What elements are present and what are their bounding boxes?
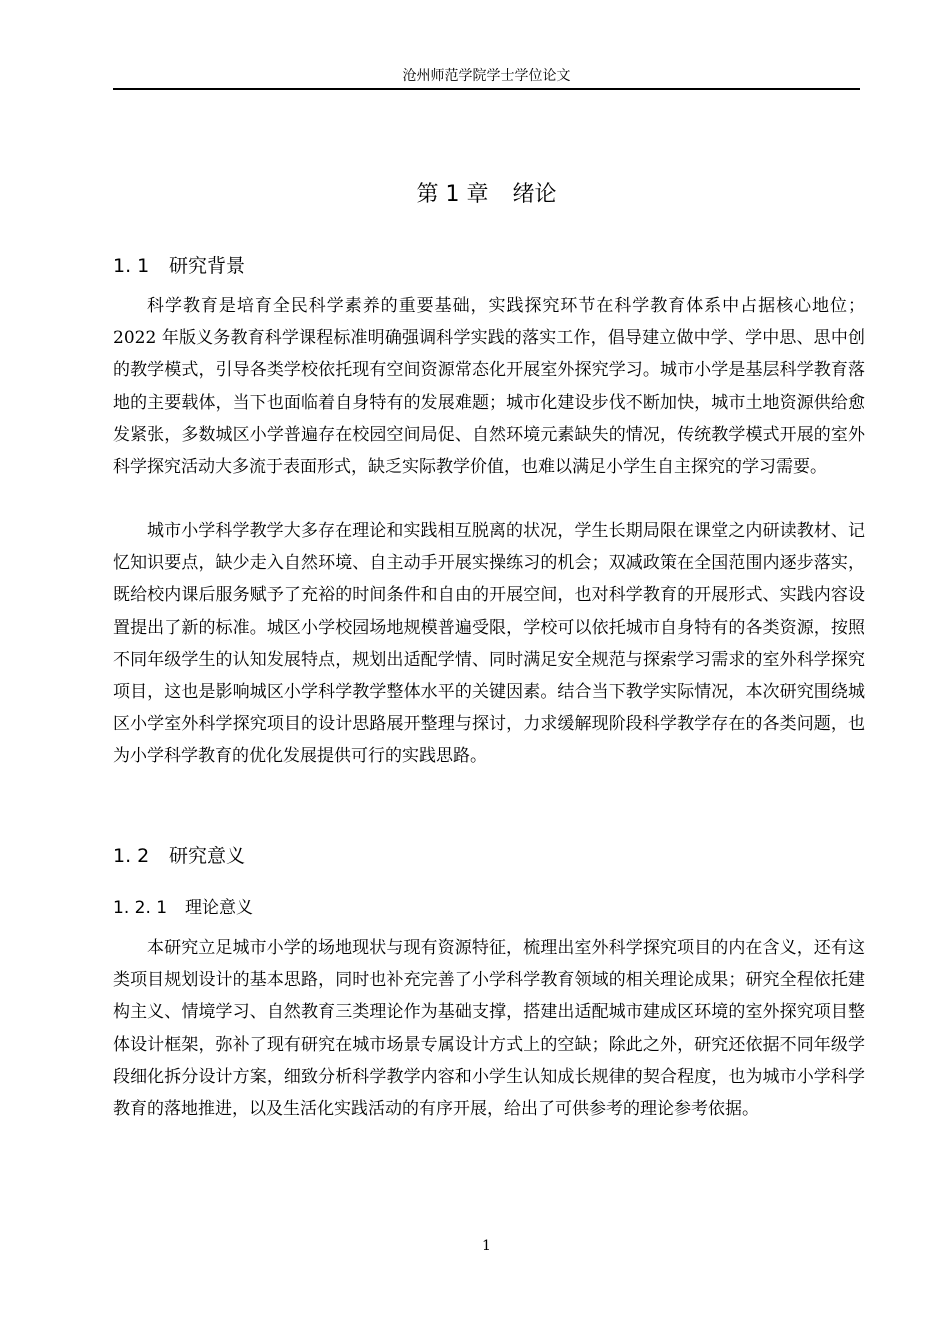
section-title: 研究背景 xyxy=(169,255,246,277)
page-number: 1 xyxy=(482,1238,491,1254)
section-heading-background xyxy=(113,252,245,280)
subsection-title: 理论意义 xyxy=(185,898,253,918)
subsection-number: 1. 2. 1 xyxy=(113,898,168,918)
chapter-heading xyxy=(113,180,860,210)
subsection-heading-theory xyxy=(113,895,253,921)
chapter-title: 绪论 xyxy=(512,182,557,207)
section-number: 1. 2 xyxy=(113,845,150,867)
paragraph: 城市小学科学教学大多存在理论和实践相互脱离的状况，学生长期局限在课堂之内研读教材、记忆知识要点，缺少走入自然环境、自主动手开展实操练习的机会；双减政策在全国范围内逐步落实，既给校内课后服务赋予了充裕的时间条件和自由的开展空间，也对科学教育的开展形式、实践内容设置提出了新的标准。城区小学校园场地规模普遍受限，学校可以依托城市自身特有的各类资源，按照不同年级学生的认知发展特点，规划出适配学情、同时满足安全规范与探索学习需求的室外科学探究项目，这也是影响城区小学科学教学整体水平的关键因素。结合当下教学实际情况，本次研究围绕城区小学室外科学探究项目的设计思路展开整理与探讨，力求缓解现阶段科学教学存在的各类问题，也为小学科学教育的优化发展提供可行的实践思路。 xyxy=(113,521,865,767)
running-header: 沧州师范学院学士学位论文 xyxy=(402,68,571,84)
header-rule xyxy=(113,88,860,90)
chapter-number: 第 1 章 xyxy=(416,182,489,207)
paragraph: 科学教育是培育全民科学素养的重要基础，实践探究环节在科学教育体系中占据核心地位；2022 年版义务教育科学课程标准明确强调科学实践的落实工作，倡导建立做中学、学中思、思中创的教学模式，引导各类学校依托现有空间资源常态化开展室外探究学习。城市小学是基层科学教育落地的主要载体，当下也面临着自身特有的发展难题；城市化建设步伐不断加快，城市土地资源供给愈发紧张，多数城区小学普遍存在校园空间局促、自然环境元素缺失的情况，传统教学模式开展的室外科学探究活动大多流于表面形式，缺乏实际教学价值，也难以满足小学生自主探究的学习需要。 xyxy=(113,296,865,478)
section-number: 1. 1 xyxy=(113,255,150,277)
paragraph: 本研究立足城市小学的场地现状与现有资源特征，梳理出室外科学探究项目的内在含义，还有这类项目规划设计的基本思路，同时也补充完善了小学科学教育领域的相关理论成果；研究全程依托建构主义、情境学习、自然教育三类理论作为基础支撑，搭建出适配城市建成区环境的室外探究项目整体设计框架，弥补了现有研究在城市场景专属设计方式上的空缺；除此之外，研究还依据不同年级学段细化拆分设计方案，细致分析科学教学内容和小学生认知成长规律的契合程度，也为城市小学科学教育的落地推进，以及生活化实践活动的有序开展，给出了可供参考的理论参考依据。 xyxy=(113,938,865,1120)
section-title: 研究意义 xyxy=(169,845,246,867)
section-heading-significance xyxy=(113,842,245,870)
